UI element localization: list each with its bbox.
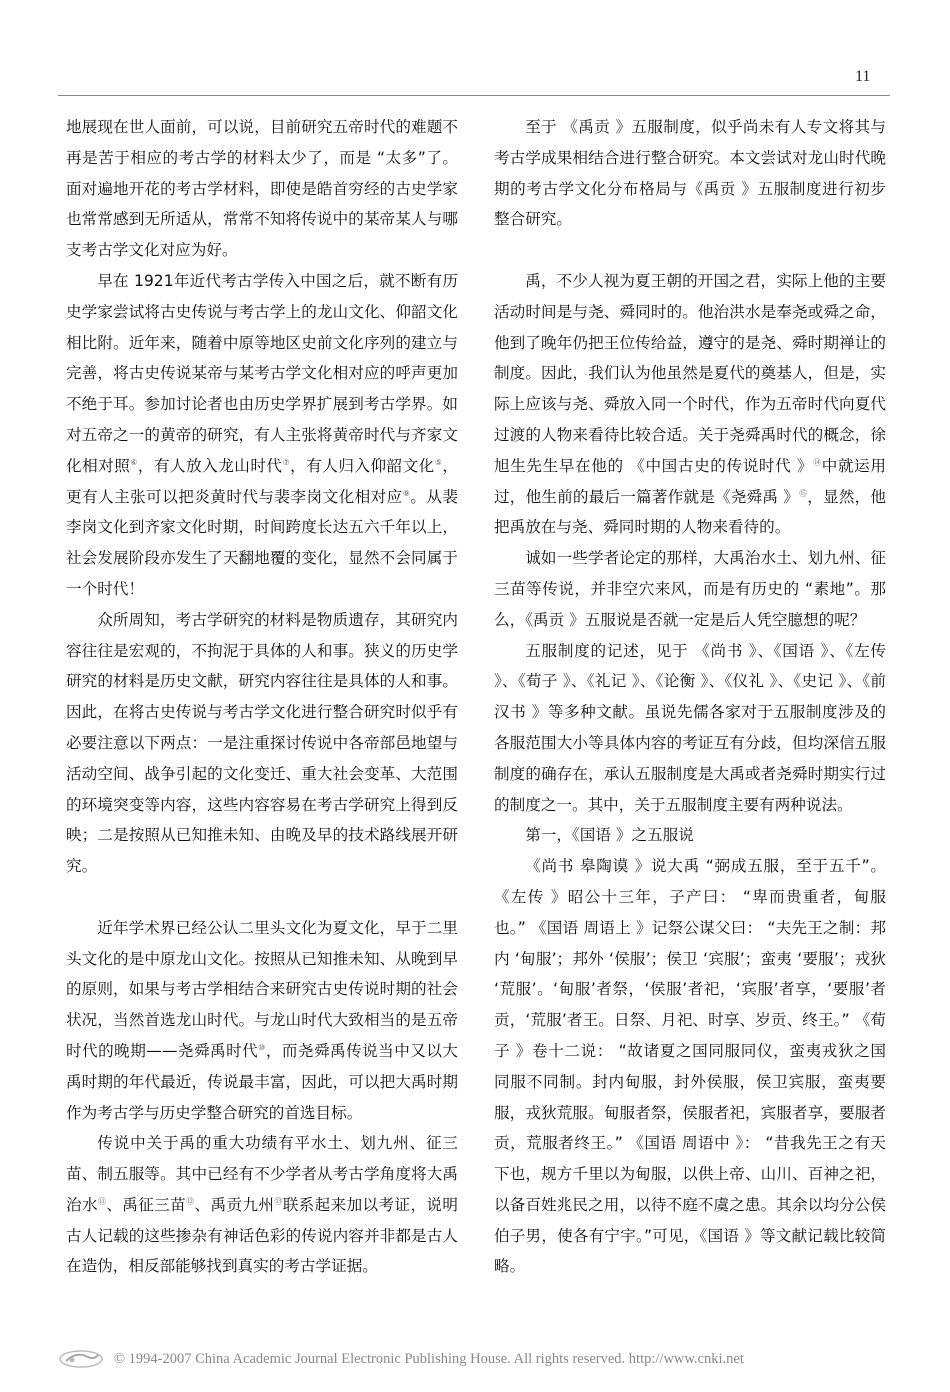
footnote-marker: ⑬ [274,1196,283,1206]
cnki-logo-icon [58,1349,104,1369]
paragraph-text: 早在 1921年近代考古学传入中国之后，就不断有历史学家尝试将古史传说与考古学上的龙山文化、仰韶文化相比附。近年来，随着中原等地区史前文化序列的建立与完善，将古史传说某帝与某考古学文化相对应的呼声更加不绝于耳。参加讨论者也由历史学界扩展到考古学界。如对五帝之一的黄帝的研究，有人主张将黄帝时代与齐家文化相对照 [66,271,458,475]
paragraph-text: ，显然，他把禹放在与尧、舜同时期的人物来看待的。 [494,487,886,537]
footnote-marker: ⑪ [97,1196,107,1206]
paragraph-text: 第一，《国语 》之五服说 [525,826,694,845]
paragraph-text: ，更有人主张可以把炎黄时代与裴李岗文化相对应 [66,456,459,506]
footnote-marker: ⑦ [282,457,291,467]
paragraph-text: ，有人归入仰韶文化 [290,456,435,475]
page-number: 11 [855,68,871,85]
paragraph [494,266,886,543]
footnote-marker: ⑫ [186,1196,195,1206]
paragraph-text: 《尚书 皋陶谟 》说大禹 “弼成五服，至于五千”。《左传 》昭公十三年，子产曰： “卑而贵重者，甸服也。” 《国语 周语上 》记祭公谋父曰： “夫先王之制：邦内 ‘甸服’；邦外 ‘侯服’；侯卫 ‘宾服’；蛮夷 ‘要服’；戎狄 ‘荒服’。‘甸服’者祭，‘侯服’者祀，‘宾服’者享，‘要服’者贡，‘荒服’者王。日祭、月祀、时享、岁贡、终王。” 《荀子 》卷十二说： “故诸夏之国同服同仪，蛮夷戎狄之国同服不同制。封内甸服，封外侯服，侯卫宾服，蛮夷要服，戎狄荒服。甸服者祭，侯服者祀，宾服者享，要服者贡，荒服者终王。” 《国语 周语中 》： “昔我先王之有天下也，规方千里以为甸服，以供上帝、山川、百神之祀，以备百姓兆民之用，以待不庭不虞之患。其余以均分公侯伯子男，使各有宁宇。”可见，《国语 》等文献记载比较简略。 [494,857,886,1276]
header-rule [58,95,890,96]
paragraph-text: 五服制度的记述，见于 《尚书 》、《国语 》、《左传 》、《荀子 》、《礼记 》、《论衡 》、《仪礼 》、《史记 》、《前汉书 》等多种文献。虽说先儒各家对于五服制度涉及的各服范围大小等具体内容的考证互有分歧，但均深信五服制度的确存在，承认五服制度是大禹或者尧舜时期实行过的制度之一。其中，关于五服制度主要有两种说法。 [494,641,886,814]
paragraph-text: 地展现在世人面前，可以说，目前研究五帝时代的难题不再是苦于相应的考古学的材料太少了，而是 “太多”了。面对遍地开花的考古学材料，即使是皓首穷经的古史学家也常常感到无所适从，常常不知将传说中的某帝某人与哪支考古学文化对应为好。 [66,118,458,260]
paragraph-text: 近年学术界已经公认二里头文化为夏文化，早于二里头文化的是中原龙山文化。按照从已知推未知、从晚到早的原则，如果与考古学相结合来研究古史传说时期的社会状况，当然首选龙山时代。与龙山时代大致相当的是五帝时代的晚期——尧舜禹时代 [66,918,458,1060]
paragraph-text: 诚如一些学者论定的那样，大禹治水土、划九州、征三苗等传说，并非空穴来风，而是有历史的 “素地”。那么，《禹贡 》五服说是否就一定是后人凭空臆想的呢？ [494,549,886,629]
paragraph-text: 、禹贡九州 [194,1195,275,1214]
right-column [494,112,886,1282]
footnote-marker: ⑥ [130,457,138,467]
paragraph-text: 众所周知，考古学研究的材料是物质遗存，其研究内容往往是宏观的，不拘泥于具体的人和事。狭义的历史学研究的材料是历史文献，研究内容往往是具体的人和事。因此，在将古史传说与考古学文化进行整合研究时似乎有必要注意以下两点：一是注重探讨传说中各帝部邑地望与活动空间、战争引起的文化变迁、重大社会变革、大范围的环境突变等内容，这些内容容易在考古学研究上得到反映；二是按照从已知推未知、由晚及早的技术路线展开研究。 [66,610,458,876]
paragraph [66,913,458,1129]
footnote-marker: ⑭ [813,457,822,467]
footer [58,1349,890,1373]
paragraph-text: 。从裴李岗文化到齐家文化时期，时间跨度长达五六千年以上，社会发展阶段亦发生了天翻地覆的变化，显然不会同属于一个时代！ [66,487,458,598]
paragraph [494,851,886,1282]
footnote-marker: ⑤ [434,457,443,467]
footnote-marker: ⑨ [402,488,411,498]
paragraph-text: 禹，不少人视为夏王朝的开国之君，实际上他的主要活动时间是与尧、舜同时的。他治洪水是奉尧或舜之命，他到了晚年仍把王位传给益，遵守的是尧、舜时期禅让的制度。因此，我们认为他虽然是夏代的奠基人，但是，实际上应该与尧、舜放入同一个时代，作为五帝时代向夏代过渡的人物来看待比较合适。关于尧舜禹时代的概念，徐旭生先生早在他的 《中国古史的传说时代 》 [494,271,886,475]
paragraph [66,1128,458,1282]
paragraph-text: 联系起来加以考证，说明古人记载的这些掺杂有神话色彩的传说内容并非都是古人在造伪，相反部能够找到真实的考古学证据。 [66,1195,458,1276]
paragraph [494,543,886,635]
paragraph [66,605,458,882]
paragraph-text: 传说中关于禹的重大功绩有平水土、划九州、征三苗、制五服等。其中已经有不少学者从考古学角度将大禹治水 [66,1134,458,1214]
paragraph [494,820,886,851]
footer-copyright: © 1994-2007 China Academic Journal Electronic Publishing House. All rights reserved. http://www.cnki.net [114,1351,744,1367]
footnote-marker: ⑩ [258,1042,266,1052]
paragraph [66,266,458,605]
paragraph-text: ，有人放入龙山时代 [137,456,283,475]
paragraph [66,112,458,266]
paragraph-text: 至于 《禹贡 》五服制度，似乎尚未有人专文将其与考古学成果相结合进行整合研究。本文尝试对龙山时代晚期的考古学文化分布格局与《禹贡 》五服制度进行初步整合研究。 [494,118,886,229]
paragraph-text: ，而尧舜禹传说当中又以大禹时期的年代最近，传说最丰富，因此，可以把大禹时期作为考古学与历史学整合研究的首选目标。 [66,1041,458,1122]
paragraph [494,112,886,235]
footnote-marker: ⑮ [799,488,808,498]
paragraph [494,636,886,821]
left-column [66,112,458,1282]
paragraph-text: 、禹征三苗 [106,1195,187,1214]
paragraph-text: 中就运用过，他生前的最后一篇著作就是《尧舜禹 》 [494,456,886,506]
